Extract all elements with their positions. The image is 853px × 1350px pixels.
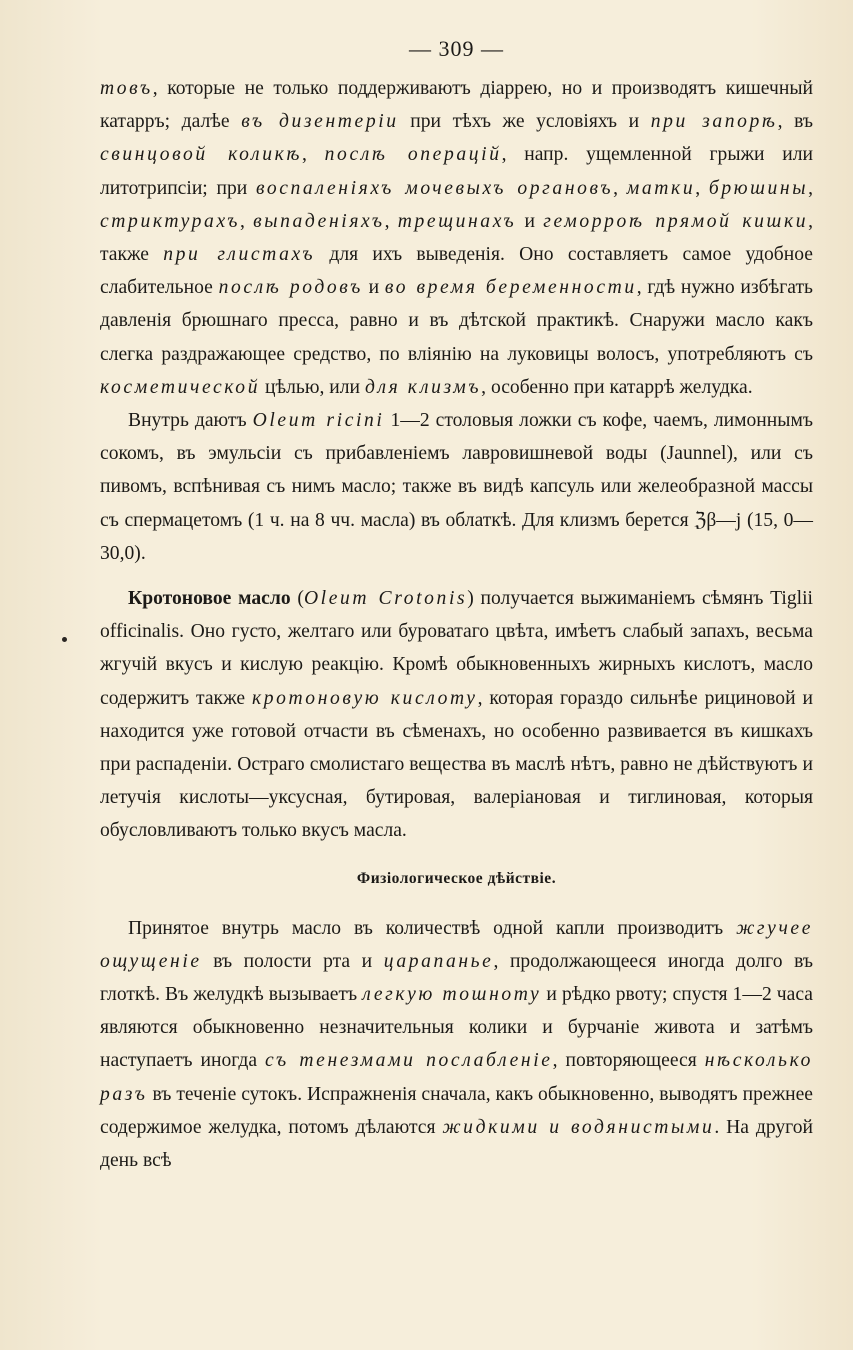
text-run: ( (290, 588, 304, 610)
emphasized-text: кротоновую кислоту (252, 687, 478, 709)
text-run: въ полости рта и (201, 950, 384, 972)
emphasized-text: жгучее ощущеніе (100, 917, 813, 972)
emphasized-text: свинцовой коликѣ (100, 144, 303, 166)
emphasized-text: Oleum ricini (252, 410, 385, 432)
paragraph-1 (100, 72, 813, 404)
emphasized-text: послѣ родовъ (218, 277, 363, 299)
paragraph-3 (100, 582, 813, 848)
emphasized-text: косметической (100, 376, 261, 398)
emphasized-text: при глистахъ (163, 244, 316, 266)
emphasized-text: съ тенезмами послабленіе (265, 1050, 553, 1072)
emphasized-text: воспаленіяхъ мочевыхъ органовъ (256, 177, 614, 199)
emphasized-text: въ дизентеріи (241, 111, 399, 133)
text-run: , также (100, 210, 814, 266)
text-run: , повторяющееся (552, 1050, 705, 1072)
text-run: , гдѣ нужно избѣгать давленія брюшнаго пресса, равно и въ дѣтской практикѣ. Снаружи масло какъ слегка раздражающее средство, по вліянію на луковицы волосъ, употребляютъ съ (100, 277, 813, 365)
emphasized-text: Oleum Crotonis (303, 588, 468, 610)
emphasized-text: выпаденіяхъ (253, 210, 385, 232)
emphasized-text: жидкими и водянистыми (442, 1116, 715, 1138)
emphasized-text: товъ (100, 78, 153, 99)
text-run: при тѣхъ же условіяхъ и (398, 111, 651, 133)
text-run: и (362, 277, 385, 299)
paragraph-2 (100, 404, 813, 570)
text-run: и рѣдко рвоту; спустя 1—2 часа являются обыкновенно незначительныя колики и бурчаніе живота и затѣмъ наступаетъ иногда (100, 984, 813, 1072)
emphasized-text: при запорѣ (650, 111, 778, 133)
text-run: въ теченіе сутокъ. Испражненія сначала, какъ обыкновенно, выводятъ прежнее содержимое желудка, потомъ дѣлаются (100, 1083, 813, 1138)
text-run: цѣлью, или (260, 376, 365, 398)
page-number: — 309 — (409, 36, 504, 61)
text-run: , (240, 210, 254, 232)
text-run: , напр. ущемленной грыжи или литотрипсіи; при (100, 144, 813, 199)
emphasized-text: для клизмъ (364, 376, 482, 398)
text-run: , которая гораздо сильнѣе рициновой и находится уже готовой отчасти въ сѣменахъ, но особенно развивается въ кишкахъ при распаденіи. Остраго смолистаго вещества въ маслѣ нѣтъ, равно не дѣйствуютъ и летучія кислоты—уксусная, бутировая, валеріановая и тиглиновая, которыя обусловливаютъ только вкусъ масла. (100, 687, 813, 842)
section-heading: Физіологическое дѣйствіе. (356, 869, 557, 887)
emphasized-text: послѣ операцій (324, 144, 502, 166)
text-run: ) получается выжиманіемъ сѣмянъ Tiglii officinalis. Оно густо, желтаго или буроватаго цвѣта, имѣетъ слабый запахъ, весьма жгучій вкусъ и кислую реакцію. Кромѣ обыкновенныхъ жирныхъ кислотъ, масло содержитъ также (100, 588, 813, 709)
text-run: , въ (777, 111, 813, 133)
text-run: для ихъ выведенія. Оно составляетъ самое удобное слабительное (100, 244, 813, 299)
text-run: . На другой день всѣ (100, 1116, 814, 1172)
emphasized-text: брюшины (708, 177, 809, 199)
emphasized-text: во время беременности (384, 277, 637, 299)
bold-term: Кротоновое масло (128, 588, 291, 610)
text-run: Внутрь даютъ (128, 410, 253, 432)
emphasized-text: геморроѣ прямой кишки (543, 210, 809, 232)
text-run: 1—2 столовыя ложки съ кофе, чаемъ, лимоннымъ сокомъ, въ эмульсіи съ прибавленіемъ лавровишневой воды (Jaunnel), или съ пивомъ, вспѣнивая съ нимъ масло; также въ видѣ капсуль или желеобразной массы съ спермацетомъ (1 ч. на 8 чч. масла) въ облаткѣ. Для клизмъ берется ℨβ—j (15, 0—30,0). (100, 410, 813, 564)
emphasized-text: легкую тошноту (362, 984, 542, 1006)
margin-dot-mark (62, 637, 67, 642)
text-run: Принятое внутрь масло въ количествѣ одной капли производитъ (128, 917, 737, 939)
text-run: , особенно при катаррѣ желудка. (481, 376, 753, 398)
emphasized-text: нѣсколько разъ (100, 1050, 813, 1105)
paragraph-4 (100, 912, 813, 1178)
emphasized-text: матки (626, 177, 696, 199)
text-run: , (695, 177, 709, 199)
emphasized-text: трещинахъ (397, 210, 517, 232)
text-run: , (384, 210, 398, 232)
text-run: , (613, 177, 627, 199)
emphasized-text: стриктурахъ (100, 210, 241, 232)
text-run: , продолжающееся иногда долго въ глоткѣ. Въ желудкѣ вызываетъ (100, 950, 813, 1006)
text-run: и (516, 210, 544, 232)
text-run: , которые не только поддерживаютъ діаррею, но и производятъ кишечный катарръ; далѣе (100, 78, 813, 133)
text-run: , (302, 144, 325, 166)
emphasized-text: царапанье (383, 950, 494, 972)
text-run: , (808, 177, 814, 199)
